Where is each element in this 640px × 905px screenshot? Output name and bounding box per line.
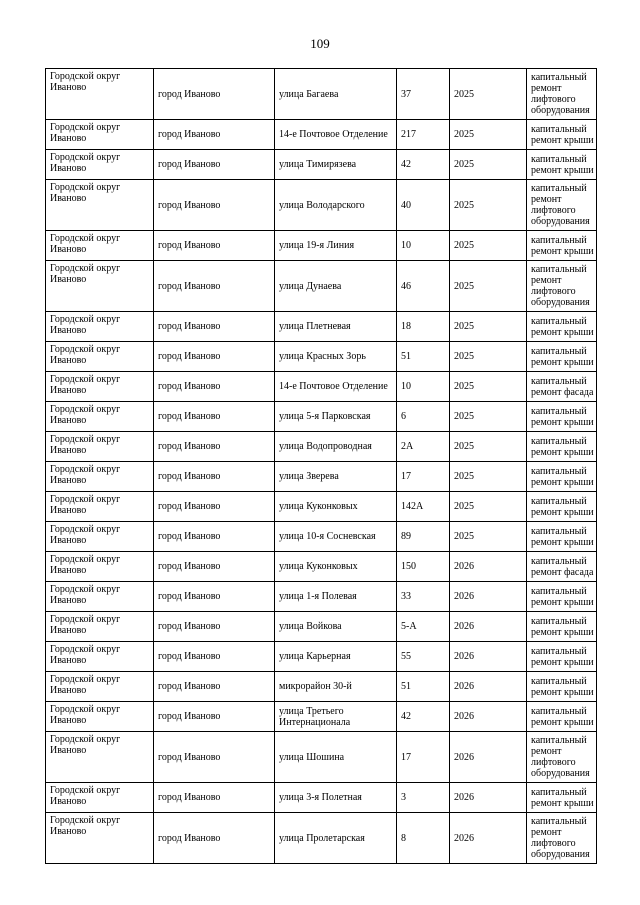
- work-type-cell: капитальный ремонт лифтового оборудования: [527, 813, 597, 864]
- work-type-cell: капитальный ремонт крыши: [527, 462, 597, 492]
- house-number-cell: 46: [397, 261, 450, 312]
- street-cell: улица Пролетарская: [275, 813, 397, 864]
- table-row: [46, 150, 597, 180]
- house-number-cell: 3: [397, 783, 450, 813]
- year-cell: 2025: [450, 231, 527, 261]
- work-type-cell: капитальный ремонт крыши: [527, 150, 597, 180]
- district-cell: Городской округ Иваново: [46, 342, 154, 372]
- house-number-cell: 55: [397, 642, 450, 672]
- street-cell: улица Плетневая: [275, 312, 397, 342]
- city-cell: город Иваново: [154, 732, 275, 783]
- district-cell: Городской округ Иваново: [46, 231, 154, 261]
- city-cell: город Иваново: [154, 552, 275, 582]
- street-cell: улица Дунаева: [275, 261, 397, 312]
- district-cell: Городской округ Иваново: [46, 582, 154, 612]
- street-cell: улица Багаева: [275, 69, 397, 120]
- street-cell: улица 3-я Полетная: [275, 783, 397, 813]
- work-type-cell: капитальный ремонт крыши: [527, 120, 597, 150]
- year-cell: 2025: [450, 312, 527, 342]
- house-number-cell: 8: [397, 813, 450, 864]
- house-number-cell: 18: [397, 312, 450, 342]
- street-cell: улица Зверева: [275, 462, 397, 492]
- city-cell: город Иваново: [154, 432, 275, 462]
- city-cell: город Иваново: [154, 582, 275, 612]
- year-cell: 2025: [450, 492, 527, 522]
- work-type-cell: капитальный ремонт лифтового оборудования: [527, 180, 597, 231]
- repair-schedule-table: [45, 68, 597, 864]
- table-row: [46, 672, 597, 702]
- district-cell: Городской округ Иваново: [46, 180, 154, 231]
- district-cell: Городской округ Иваново: [46, 372, 154, 402]
- city-cell: город Иваново: [154, 672, 275, 702]
- table-row: [46, 522, 597, 552]
- house-number-cell: 17: [397, 462, 450, 492]
- city-cell: город Иваново: [154, 522, 275, 552]
- district-cell: Городской округ Иваново: [46, 402, 154, 432]
- table-row: [46, 342, 597, 372]
- table-row: [46, 402, 597, 432]
- street-cell: 14-е Почтовое Отделение: [275, 372, 397, 402]
- house-number-cell: 217: [397, 120, 450, 150]
- city-cell: город Иваново: [154, 231, 275, 261]
- work-type-cell: капитальный ремонт крыши: [527, 402, 597, 432]
- year-cell: 2026: [450, 732, 527, 783]
- year-cell: 2026: [450, 582, 527, 612]
- work-type-cell: капитальный ремонт крыши: [527, 522, 597, 552]
- city-cell: город Иваново: [154, 612, 275, 642]
- work-type-cell: капитальный ремонт крыши: [527, 642, 597, 672]
- year-cell: 2026: [450, 612, 527, 642]
- district-cell: Городской округ Иваново: [46, 522, 154, 552]
- city-cell: город Иваново: [154, 180, 275, 231]
- street-cell: улица 10-я Сосневская: [275, 522, 397, 552]
- work-type-cell: капитальный ремонт лифтового оборудования: [527, 732, 597, 783]
- city-cell: город Иваново: [154, 813, 275, 864]
- year-cell: 2025: [450, 69, 527, 120]
- street-cell: улица Водопроводная: [275, 432, 397, 462]
- table-row: [46, 783, 597, 813]
- year-cell: 2026: [450, 672, 527, 702]
- city-cell: город Иваново: [154, 372, 275, 402]
- house-number-cell: 42: [397, 702, 450, 732]
- district-cell: Городской округ Иваново: [46, 120, 154, 150]
- page-number: 109: [310, 36, 330, 51]
- district-cell: Городской округ Иваново: [46, 261, 154, 312]
- table-body: [46, 69, 597, 864]
- house-number-cell: 10: [397, 372, 450, 402]
- district-cell: Городской округ Иваново: [46, 783, 154, 813]
- work-type-cell: капитальный ремонт фасада: [527, 372, 597, 402]
- table-row: [46, 312, 597, 342]
- table-row: [46, 120, 597, 150]
- street-cell: улица 19-я Линия: [275, 231, 397, 261]
- district-cell: Городской округ Иваново: [46, 312, 154, 342]
- city-cell: город Иваново: [154, 402, 275, 432]
- table-row: [46, 180, 597, 231]
- district-cell: Городской округ Иваново: [46, 813, 154, 864]
- year-cell: 2025: [450, 522, 527, 552]
- street-cell: улица Карьерная: [275, 642, 397, 672]
- city-cell: город Иваново: [154, 69, 275, 120]
- district-cell: Городской округ Иваново: [46, 150, 154, 180]
- work-type-cell: капитальный ремонт крыши: [527, 312, 597, 342]
- year-cell: 2025: [450, 372, 527, 402]
- work-type-cell: капитальный ремонт лифтового оборудования: [527, 69, 597, 120]
- house-number-cell: 6: [397, 402, 450, 432]
- year-cell: 2025: [450, 462, 527, 492]
- house-number-cell: 51: [397, 342, 450, 372]
- table-row: [46, 69, 597, 120]
- street-cell: улица Куконковых: [275, 492, 397, 522]
- year-cell: 2026: [450, 552, 527, 582]
- street-cell: 14-е Почтовое Отделение: [275, 120, 397, 150]
- year-cell: 2025: [450, 432, 527, 462]
- city-cell: город Иваново: [154, 492, 275, 522]
- city-cell: город Иваново: [154, 462, 275, 492]
- work-type-cell: капитальный ремонт крыши: [527, 342, 597, 372]
- city-cell: город Иваново: [154, 312, 275, 342]
- work-type-cell: капитальный ремонт крыши: [527, 231, 597, 261]
- district-cell: Городской округ Иваново: [46, 462, 154, 492]
- table-row: [46, 552, 597, 582]
- house-number-cell: 89: [397, 522, 450, 552]
- table-row: [46, 732, 597, 783]
- city-cell: город Иваново: [154, 702, 275, 732]
- street-cell: улица Шошина: [275, 732, 397, 783]
- street-cell: улица Войкова: [275, 612, 397, 642]
- table-row: [46, 261, 597, 312]
- district-cell: Городской округ Иваново: [46, 552, 154, 582]
- year-cell: 2025: [450, 150, 527, 180]
- house-number-cell: 42: [397, 150, 450, 180]
- year-cell: 2025: [450, 180, 527, 231]
- street-cell: улица 5-я Парковская: [275, 402, 397, 432]
- work-type-cell: капитальный ремонт крыши: [527, 612, 597, 642]
- district-cell: Городской округ Иваново: [46, 702, 154, 732]
- street-cell: улица Красных Зорь: [275, 342, 397, 372]
- district-cell: Городской округ Иваново: [46, 432, 154, 462]
- house-number-cell: 40: [397, 180, 450, 231]
- district-cell: Городской округ Иваново: [46, 69, 154, 120]
- work-type-cell: капитальный ремонт крыши: [527, 702, 597, 732]
- house-number-cell: 51: [397, 672, 450, 702]
- year-cell: 2025: [450, 261, 527, 312]
- district-cell: Городской округ Иваново: [46, 642, 154, 672]
- city-cell: город Иваново: [154, 261, 275, 312]
- work-type-cell: капитальный ремонт фасада: [527, 552, 597, 582]
- year-cell: 2025: [450, 342, 527, 372]
- city-cell: город Иваново: [154, 150, 275, 180]
- work-type-cell: капитальный ремонт лифтового оборудования: [527, 261, 597, 312]
- city-cell: город Иваново: [154, 342, 275, 372]
- street-cell: улица Володарского: [275, 180, 397, 231]
- table-row: [46, 612, 597, 642]
- table-row: [46, 813, 597, 864]
- work-type-cell: капитальный ремонт крыши: [527, 582, 597, 612]
- district-cell: Городской округ Иваново: [46, 672, 154, 702]
- table-row: [46, 231, 597, 261]
- work-type-cell: капитальный ремонт крыши: [527, 492, 597, 522]
- table-row: [46, 462, 597, 492]
- table-row: [46, 642, 597, 672]
- house-number-cell: 142А: [397, 492, 450, 522]
- house-number-cell: 17: [397, 732, 450, 783]
- year-cell: 2026: [450, 783, 527, 813]
- district-cell: Городской округ Иваново: [46, 612, 154, 642]
- table-row: [46, 492, 597, 522]
- work-type-cell: капитальный ремонт крыши: [527, 783, 597, 813]
- city-cell: город Иваново: [154, 642, 275, 672]
- work-type-cell: капитальный ремонт крыши: [527, 672, 597, 702]
- street-cell: улица 1-я Полевая: [275, 582, 397, 612]
- year-cell: 2025: [450, 402, 527, 432]
- table-row: [46, 702, 597, 732]
- district-cell: Городской округ Иваново: [46, 492, 154, 522]
- house-number-cell: 33: [397, 582, 450, 612]
- table-row: [46, 432, 597, 462]
- house-number-cell: 37: [397, 69, 450, 120]
- year-cell: 2025: [450, 120, 527, 150]
- street-cell: микрорайон 30-й: [275, 672, 397, 702]
- house-number-cell: 10: [397, 231, 450, 261]
- year-cell: 2026: [450, 702, 527, 732]
- table-row: [46, 372, 597, 402]
- year-cell: 2026: [450, 813, 527, 864]
- city-cell: город Иваново: [154, 783, 275, 813]
- work-type-cell: капитальный ремонт крыши: [527, 432, 597, 462]
- street-cell: улица Тимирязева: [275, 150, 397, 180]
- table-row: [46, 582, 597, 612]
- street-cell: улица Куконковых: [275, 552, 397, 582]
- district-cell: Городской округ Иваново: [46, 732, 154, 783]
- house-number-cell: 2А: [397, 432, 450, 462]
- city-cell: город Иваново: [154, 120, 275, 150]
- year-cell: 2026: [450, 642, 527, 672]
- house-number-cell: 150: [397, 552, 450, 582]
- street-cell: улица Третьего Интернационала: [275, 702, 397, 732]
- house-number-cell: 5-А: [397, 612, 450, 642]
